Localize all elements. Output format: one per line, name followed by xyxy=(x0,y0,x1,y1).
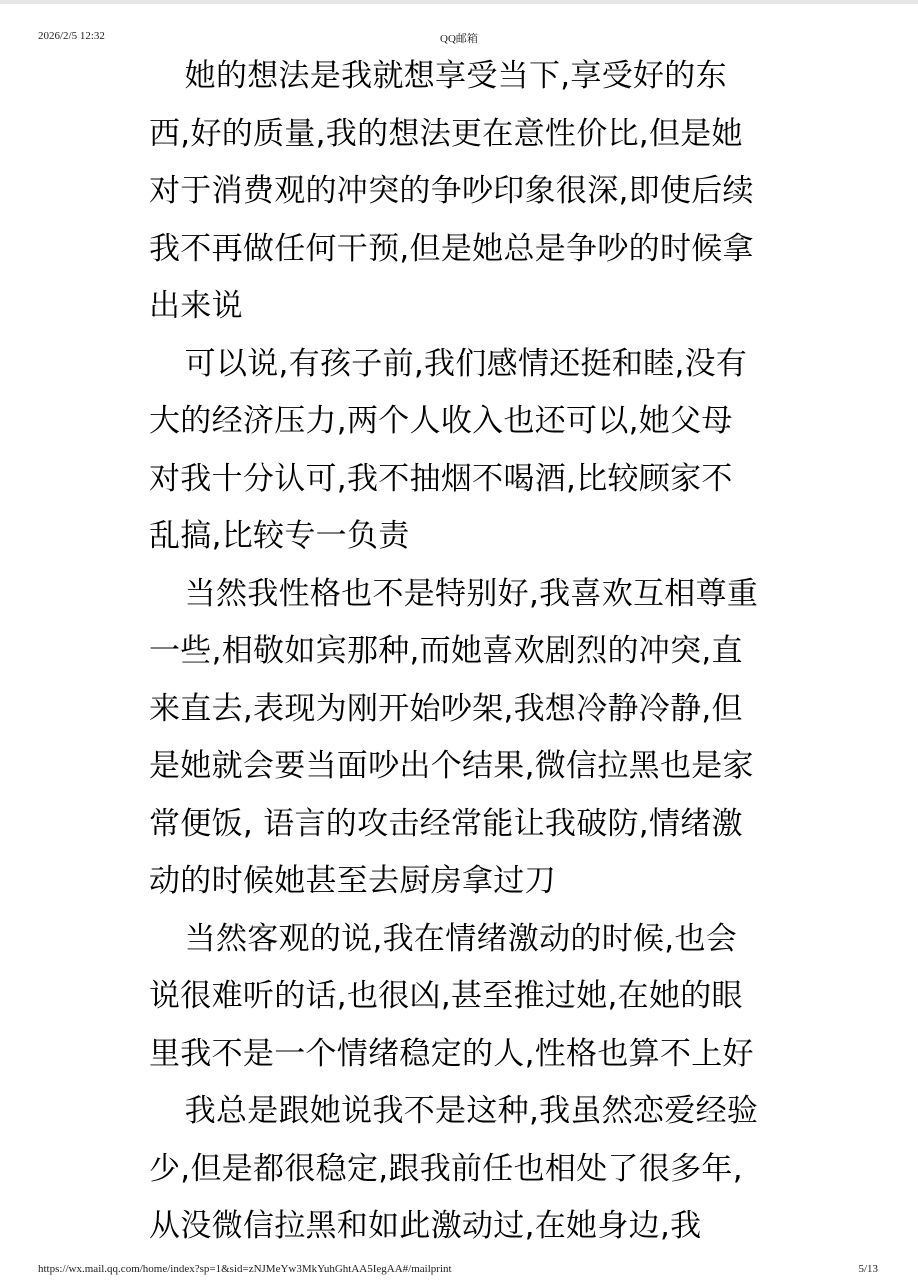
body-paragraph: 当然客观的说,我在情绪激动的时候,也会说很难听的话,也很凶,甚至推过她,在她的眼里我不是一个情绪稳定的人,性格也算不上好 xyxy=(149,920,754,1072)
print-footer xyxy=(0,1263,918,1279)
page-number: 5/13 xyxy=(858,1263,878,1275)
print-datetime: 2026/2/5 12:32 xyxy=(38,30,105,42)
body-paragraph: 她的想法是我就想享受当下,享受好的东西,好的质量,我的想法更在意性价比,但是她对于消费观的冲突的争吵印象很深,即使后续我不再做任何干预,但是她总是争吵的时候拿出来说 xyxy=(149,58,754,324)
body-paragraph: 当然我性格也不是特别好,我喜欢互相尊重一些,相敬如宾那种,而她喜欢剧烈的冲突,直来直去,表现为刚开始吵架,我想冷静冷静,但是她就会要当面吵出个结果,微信拉黑也是家常便饭, 语言的攻击经常能让我破防,情绪激动的时候她甚至去厨房拿过刀 xyxy=(149,575,759,899)
print-header xyxy=(0,30,918,46)
print-url: https://wx.mail.qq.com/home/index?sp=1&sid=zNJMeYw3MkYuhGhtAA5IegAA#/mailprint xyxy=(38,1263,452,1275)
top-edge-divider xyxy=(0,0,918,4)
body-paragraph: 可以说,有孩子前,我们感情还挺和睦,没有大的经济压力,两个人收入也还可以,她父母对我十分认可,我不抽烟不喝酒,比较顾家不乱搞,比较专一负责 xyxy=(149,345,748,554)
body-paragraph: 我总是跟她说我不是这种,我虽然恋爱经验少,但是都很稳定,跟我前任也相处了很多年,从没微信拉黑和如此激动过,在她身边,我 xyxy=(149,1093,759,1244)
print-title: QQ邮箱 xyxy=(440,33,478,45)
email-body xyxy=(149,48,759,1260)
